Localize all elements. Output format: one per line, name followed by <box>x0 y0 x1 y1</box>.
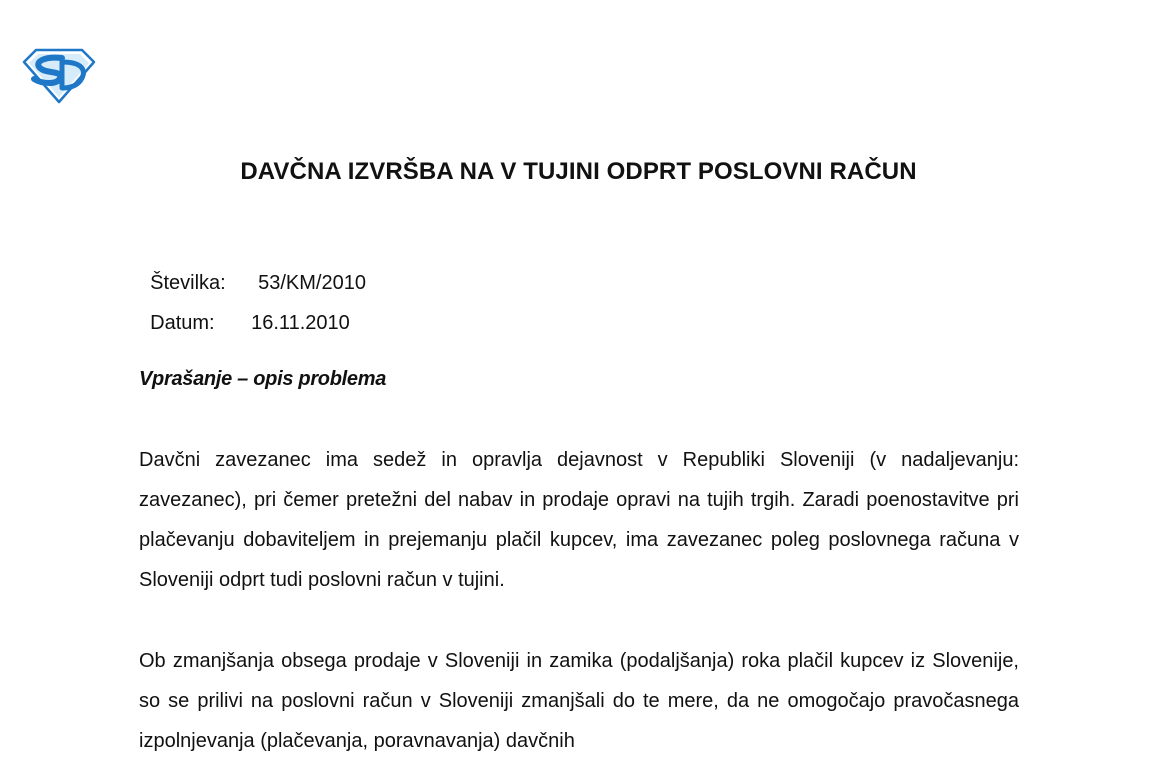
body-paragraph-1: Davčni zavezanec ima sedež in opravlja dejavnost v Republiki Sloveniji (v nadaljevanju: zavezanec), pri čemer pretežni del nabav in prodaje opravi na tujih trgih. Zaradi poenostavitve pri plačevanju dobaviteljem in prejemanju plačil kupcev, ima zavezanec poleg poslovnega računa v Sloveniji odprt tudi poslovni račun v tujini. <box>139 449 1019 591</box>
document-date-label: Datum: <box>150 312 215 334</box>
document-number-value: 53/KM/2010 <box>258 272 366 294</box>
document-date-value: 16.11.2010 <box>251 312 350 334</box>
body-paragraph-2: Ob zmanjšanja obsega prodaje v Sloveniji in zamika (podaljšanja) roka plačil kupcev iz Slovenije, so se prilivi na poslovni račun v Sloveniji zmanjšali do te mere, da ne omogočajo pravočasnega izpolnjevanja (plačevanja, poravnavanja) davčnih <box>139 650 1019 752</box>
company-logo-icon <box>22 48 96 104</box>
document-number-label: Številka: <box>150 272 226 294</box>
document-date-row <box>139 287 350 335</box>
question-heading: Vprašanje – opis problema <box>139 368 387 390</box>
document-title: DAVČNA IZVRŠBA NA V TUJINI ODPRT POSLOVNI RAČUN <box>240 158 917 185</box>
